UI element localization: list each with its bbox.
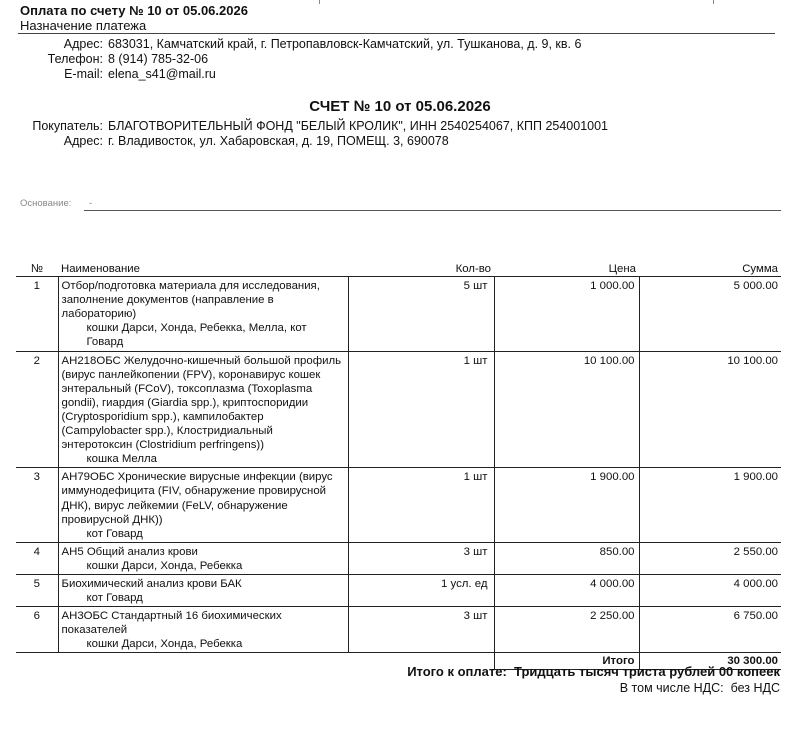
row-patients: кошка Мелла	[86, 453, 158, 466]
buyer-name: БЛАГОТВОРИТЕЛЬНЫЙ ФОНД "БЕЛЫЙ КРОЛИК", ИНН 2540254067, КПП 254001001	[108, 119, 609, 133]
divider	[319, 0, 320, 4]
row-name-cell	[58, 277, 348, 351]
row-sum: 10 100.00	[639, 351, 781, 468]
header-divider	[18, 33, 775, 34]
divider	[713, 0, 714, 4]
row-name-cell	[58, 468, 348, 542]
vat-label: В том числе НДС:	[619, 681, 724, 695]
row-name: АН3ОБС Стандартный 16 биохимических показателей	[61, 610, 282, 637]
table-row	[16, 351, 781, 468]
seller-phone: 8 (914) 785-32-06	[108, 52, 209, 66]
row-name: Биохимический анализ крови БАК	[61, 577, 242, 590]
row-number: 4	[16, 542, 58, 574]
vat-value: без НДС	[730, 681, 780, 695]
total-spacer	[16, 653, 58, 669]
col-header-sum: Сумма	[639, 262, 781, 277]
row-quantity: 3 шт	[348, 542, 494, 574]
row-quantity: 1 шт	[348, 468, 494, 542]
col-header-number: №	[16, 262, 58, 277]
table-row	[16, 574, 781, 606]
amount-due	[407, 664, 780, 679]
table-row	[16, 542, 781, 574]
row-price: 4 000.00	[494, 574, 639, 606]
amount-due-words: Тридцать тысяч триста рублей 00 копеек	[514, 664, 780, 679]
row-name: АН79ОБС Хронические вирусные инфекции (вирус иммунодефицита (FIV, обнаружение провирусной ДНК), вирус лейкемии (FeLV, обнаружение провирусной ДНК))	[61, 471, 333, 526]
total-spacer	[58, 653, 348, 669]
items-table	[16, 262, 781, 670]
seller-email: elena_s41@mail.ru	[108, 67, 216, 81]
col-header-quantity: Кол-во	[348, 262, 494, 277]
col-header-price: Цена	[494, 262, 639, 277]
payment-title: Оплата по счету № 10 от 05.06.2026	[20, 3, 248, 18]
row-name-cell	[58, 542, 348, 574]
row-quantity: 5 шт	[348, 277, 494, 351]
row-patients: кошки Дарси, Хонда, Ребекка, Мелла, кот Говард	[86, 322, 307, 349]
row-number: 1	[16, 277, 58, 351]
seller-address: 683031, Камчатский край, г. Петропавловск-Камчатский, ул. Тушканова, д. 9, кв. 6	[108, 37, 582, 51]
seller-address-label: Адрес:	[63, 37, 103, 51]
row-sum: 6 750.00	[639, 607, 781, 653]
buyer-label: Покупатель:	[32, 119, 103, 133]
row-patients: кошки Дарси, Хонда, Ребекка	[86, 638, 243, 651]
row-price: 1 000.00	[494, 277, 639, 351]
buyer-row	[0, 119, 800, 135]
table-row	[16, 277, 781, 351]
amount-due-label: Итого к оплате:	[407, 664, 507, 679]
row-name: Отбор/подготовка материала для исследования, заполнение документов (направление в лабораторию)	[61, 280, 320, 321]
seller-email-row	[0, 67, 800, 83]
basis-label: Основание:	[20, 198, 72, 209]
row-sum: 1 900.00	[639, 468, 781, 542]
seller-phone-row	[0, 52, 800, 68]
row-quantity: 3 шт	[348, 607, 494, 653]
table-row	[16, 468, 781, 542]
total-label: Итого	[494, 653, 639, 669]
total-value: 30 300.00	[639, 653, 781, 669]
buyer-address-row	[0, 134, 800, 150]
seller-email-label: E-mail:	[64, 67, 103, 81]
row-patients: кот Говард	[86, 527, 143, 540]
seller-phone-label: Телефон:	[47, 52, 103, 66]
col-header-name: Наименование	[58, 262, 348, 277]
row-name-cell	[58, 351, 348, 468]
row-sum: 4 000.00	[639, 574, 781, 606]
row-patients: кот Говард	[86, 592, 143, 605]
row-quantity: 1 шт	[348, 351, 494, 468]
table-row	[16, 607, 781, 653]
row-price: 850.00	[494, 542, 639, 574]
row-sum: 2 550.00	[639, 542, 781, 574]
seller-address-row	[0, 37, 800, 53]
row-price: 2 250.00	[494, 607, 639, 653]
row-quantity: 1 усл. ед	[348, 574, 494, 606]
row-price: 10 100.00	[494, 351, 639, 468]
table-header-row	[16, 262, 781, 277]
basis-value: -	[89, 198, 93, 209]
basis-underline	[84, 210, 781, 211]
payment-purpose-label: Назначение платежа	[20, 18, 147, 33]
row-number: 3	[16, 468, 58, 542]
vat-line	[620, 681, 780, 695]
invoice-title: СЧЕТ № 10 от 05.06.2026	[309, 98, 491, 115]
buyer-address: г. Владивосток, ул. Хабаровская, д. 19, ПОМЕЩ. 3, 690078	[108, 134, 449, 148]
row-number: 5	[16, 574, 58, 606]
row-name-cell	[58, 574, 348, 606]
row-patients: кошки Дарси, Хонда, Ребекка	[86, 559, 243, 572]
row-name: АН5 Общий анализ крови	[61, 545, 198, 558]
row-sum: 5 000.00	[639, 277, 781, 351]
row-name-cell	[58, 607, 348, 653]
row-number: 2	[16, 351, 58, 468]
row-name: АН218ОБС Желудочно-кишечный большой профиль (вирус панлейкопении (FPV), коронавирус кошек энтеральный (FCoV), токсоплазма (Toxoplasma gondii), гиардия (Giardia spp.), криптоспоридии (Cryptosporidium spp.), кампилобактер (Campylobacter spp.), Клостридиальный энтеротоксин (Clostridium perfringens))	[61, 354, 342, 452]
row-price: 1 900.00	[494, 468, 639, 542]
row-number: 6	[16, 607, 58, 653]
buyer-address-label: Адрес:	[63, 134, 103, 148]
